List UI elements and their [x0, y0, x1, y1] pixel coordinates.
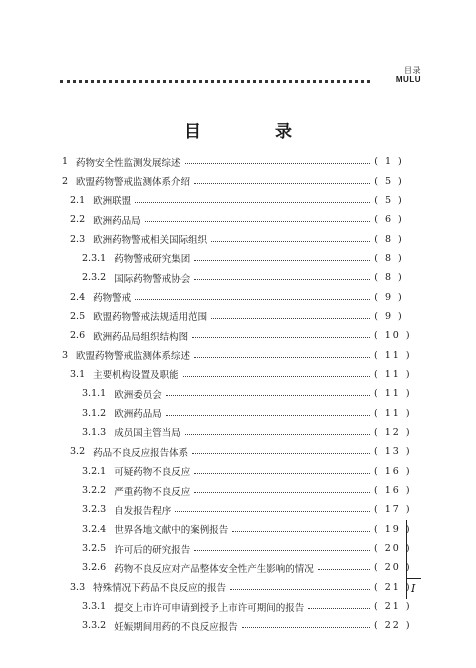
- toc-entry-number: 2.1: [70, 194, 86, 206]
- toc-leader-dots: [183, 376, 370, 377]
- toc-entry-title: 药物警戒: [93, 293, 132, 305]
- toc-entry-number: 3.2.6: [82, 562, 107, 574]
- toc-entry[interactable]: [62, 326, 412, 345]
- toc-leader-dots: [194, 279, 370, 280]
- toc-entry-number: 3.1.3: [82, 426, 107, 438]
- toc-entry-page: ( 20 ): [374, 562, 412, 574]
- toc-entry-number: 3.1.2: [82, 407, 107, 419]
- toc-entry-title: 欧洲联盟: [93, 196, 132, 208]
- toc-entry-title: 欧洲药品局组织结构图: [93, 331, 189, 343]
- toc-entry-page: ( 16 ): [374, 485, 412, 497]
- toc-entry-number: 3.1.1: [82, 388, 107, 400]
- page-corner-rule: [406, 520, 407, 578]
- toc-leader-dots: [194, 550, 370, 551]
- toc-entry[interactable]: [62, 462, 412, 481]
- running-header-cn: 目录: [404, 66, 421, 75]
- page-number: I: [411, 582, 416, 595]
- toc-entry-page: ( 11 ): [374, 349, 412, 361]
- toc-entry[interactable]: [62, 191, 404, 210]
- toc-entry[interactable]: [62, 403, 412, 422]
- toc-leader-dots: [185, 434, 370, 435]
- toc-entry[interactable]: [62, 210, 404, 229]
- toc-leader-dots: [192, 337, 370, 338]
- toc-entry-page: ( 10 ): [374, 330, 412, 342]
- toc-entry-number: 2.4: [70, 291, 86, 303]
- toc-leader-dots: [194, 473, 370, 474]
- toc-entry-number: 3.2: [70, 446, 86, 458]
- toc-entry-title: 提交上市许可申请到授予上市许可期间的报告: [114, 602, 305, 614]
- toc-entry[interactable]: [62, 345, 412, 364]
- toc-entry-title: 欧盟药物警戒监测体系介绍: [76, 177, 191, 189]
- toc-leader-dots: [194, 183, 370, 184]
- toc-entry[interactable]: [62, 287, 404, 306]
- toc-entry[interactable]: [62, 442, 412, 461]
- page-title: 目 录: [184, 122, 326, 142]
- toc-leader-dots: [211, 318, 370, 319]
- toc-entry[interactable]: [62, 365, 412, 384]
- toc-leader-dots: [308, 608, 370, 609]
- toc-entry[interactable]: [62, 597, 412, 616]
- toc-entry-page: ( 16 ): [374, 465, 412, 477]
- toc-leader-dots: [194, 492, 370, 493]
- toc-leader-dots: [192, 453, 370, 454]
- toc-entry-number: 3.2.2: [82, 485, 107, 497]
- toc-entry-number: 2.3.2: [82, 272, 107, 284]
- toc-entry-page: ( 12 ): [374, 426, 412, 438]
- toc-entry-number: 3.2.5: [82, 543, 107, 555]
- toc-entry-page: ( 21 ): [374, 581, 412, 593]
- toc-entry-title: 主要机构设置及职能: [93, 370, 179, 382]
- page-number-box: [406, 578, 421, 599]
- toc-entry-number: 1: [62, 156, 69, 168]
- toc-entry-title: 许可后的研究报告: [114, 544, 191, 556]
- toc-entry-title: 世界各地文献中的案例报告: [114, 525, 229, 537]
- toc-leader-dots: [175, 511, 370, 512]
- toc-entry-title: 成员国主管当局: [114, 428, 181, 440]
- toc-leader-dots: [135, 202, 370, 203]
- toc-entry-title: 自发报告程序: [114, 505, 172, 517]
- toc-entry-title: 可疑药物不良反应: [114, 467, 191, 479]
- toc-entry-page: ( 22 ): [374, 620, 412, 632]
- toc-leader-dots: [230, 589, 370, 590]
- toc-entry-number: 3.2.4: [82, 523, 107, 535]
- toc-leader-dots: [194, 357, 370, 358]
- running-header: [375, 66, 421, 84]
- toc-leader-dots: [166, 395, 370, 396]
- toc-entry-title: 欧盟药物警戒监测体系综述: [76, 351, 191, 363]
- toc-entry[interactable]: [62, 307, 404, 326]
- toc-entry-number: 2.3: [70, 233, 86, 245]
- toc-entry-title: 妊娠期间用药的不良反应报告: [114, 621, 238, 633]
- toc-entry-page: ( 13 ): [374, 446, 412, 458]
- toc-entry[interactable]: [62, 249, 404, 268]
- toc-entry-title: 特殊情况下药品不良反应的报告: [93, 583, 227, 595]
- toc-entry-page: ( 6 ): [374, 214, 404, 226]
- toc-entry[interactable]: [62, 520, 412, 539]
- toc-entry-page: ( 8 ): [374, 272, 404, 284]
- toc-entry-title: 欧洲药物警戒相关国际组织: [93, 235, 208, 247]
- toc-entry-title: 药物安全性监测发展综述: [76, 157, 181, 169]
- toc-entry-title: 欧盟药物警戒法规适用范围: [93, 312, 208, 324]
- toc-entry-title: 国际药物警戒协会: [114, 273, 191, 285]
- toc-entry[interactable]: [62, 558, 412, 577]
- toc-entry-title: 严重药物不良反应: [114, 486, 191, 498]
- toc-leader-dots: [194, 260, 370, 261]
- toc-entry[interactable]: [62, 500, 412, 519]
- toc-entry-number: 3.3.2: [82, 620, 107, 632]
- toc-entry-title: 药物警戒研究集团: [114, 254, 191, 266]
- running-header-pinyin: MULU: [395, 75, 421, 84]
- toc-entry-page: ( 1 ): [374, 156, 404, 168]
- toc-entry[interactable]: [62, 423, 412, 442]
- toc-leader-dots: [242, 627, 370, 628]
- toc-entry-page: ( 5 ): [374, 194, 404, 206]
- toc-entry-page: ( 8 ): [374, 233, 404, 245]
- toc-entry-page: ( 11 ): [374, 388, 412, 400]
- toc-entry-number: 2.2: [70, 214, 86, 226]
- toc-leader-dots: [185, 163, 370, 164]
- toc-leader-dots: [145, 221, 370, 222]
- toc-entry-number: 2: [62, 175, 69, 187]
- toc-entry-title: 欧洲药品局: [114, 409, 162, 421]
- toc-leader-dots: [166, 415, 370, 416]
- toc-entry[interactable]: [62, 539, 412, 558]
- toc-entry-number: 3: [62, 349, 69, 361]
- header-dotted-rule: [60, 80, 370, 83]
- toc-entry-number: 2.6: [70, 330, 86, 342]
- toc-entry[interactable]: [62, 229, 404, 248]
- toc-entry-number: 2.5: [70, 310, 86, 322]
- toc-entry-page: ( 9 ): [374, 291, 404, 303]
- toc-entry-title: 药品不良反应报告体系: [93, 447, 189, 459]
- toc-entry-title: 欧洲委员会: [114, 389, 162, 401]
- toc-entry-title: 欧洲药品局: [93, 215, 141, 227]
- toc-entry-page: ( 11 ): [374, 368, 412, 380]
- toc-entry[interactable]: [62, 481, 412, 500]
- toc-entry-page: ( 20 ): [374, 543, 412, 555]
- table-of-contents: [62, 152, 412, 636]
- toc-entry[interactable]: [62, 578, 412, 597]
- toc-entry-page: ( 11 ): [374, 407, 412, 419]
- toc-entry-number: 3.2.3: [82, 504, 107, 516]
- toc-entry-page: ( 19 ): [374, 523, 412, 535]
- toc-entry[interactable]: [62, 152, 404, 171]
- toc-leader-dots: [135, 299, 370, 300]
- toc-entry[interactable]: [62, 384, 412, 403]
- toc-entry-page: ( 8 ): [374, 252, 404, 264]
- toc-entry[interactable]: [62, 268, 404, 287]
- toc-leader-dots: [232, 531, 370, 532]
- toc-entry-number: 3.1: [70, 368, 86, 380]
- toc-leader-dots: [318, 569, 370, 570]
- toc-entry-page: ( 17 ): [374, 504, 412, 516]
- toc-entry-page: ( 21 ): [374, 601, 412, 613]
- toc-entry-number: 3.3: [70, 581, 86, 593]
- toc-entry[interactable]: [62, 616, 412, 635]
- toc-entry-page: ( 9 ): [374, 310, 404, 322]
- toc-entry-number: 3.2.1: [82, 465, 107, 477]
- toc-entry-number: 2.3.1: [82, 252, 107, 264]
- toc-entry-number: 3.3.1: [82, 601, 107, 613]
- toc-leader-dots: [211, 241, 370, 242]
- toc-entry-title: 药物不良反应对产品整体安全性产生影响的情况: [114, 563, 314, 575]
- toc-entry[interactable]: [62, 171, 404, 190]
- toc-entry-page: ( 5 ): [374, 175, 404, 187]
